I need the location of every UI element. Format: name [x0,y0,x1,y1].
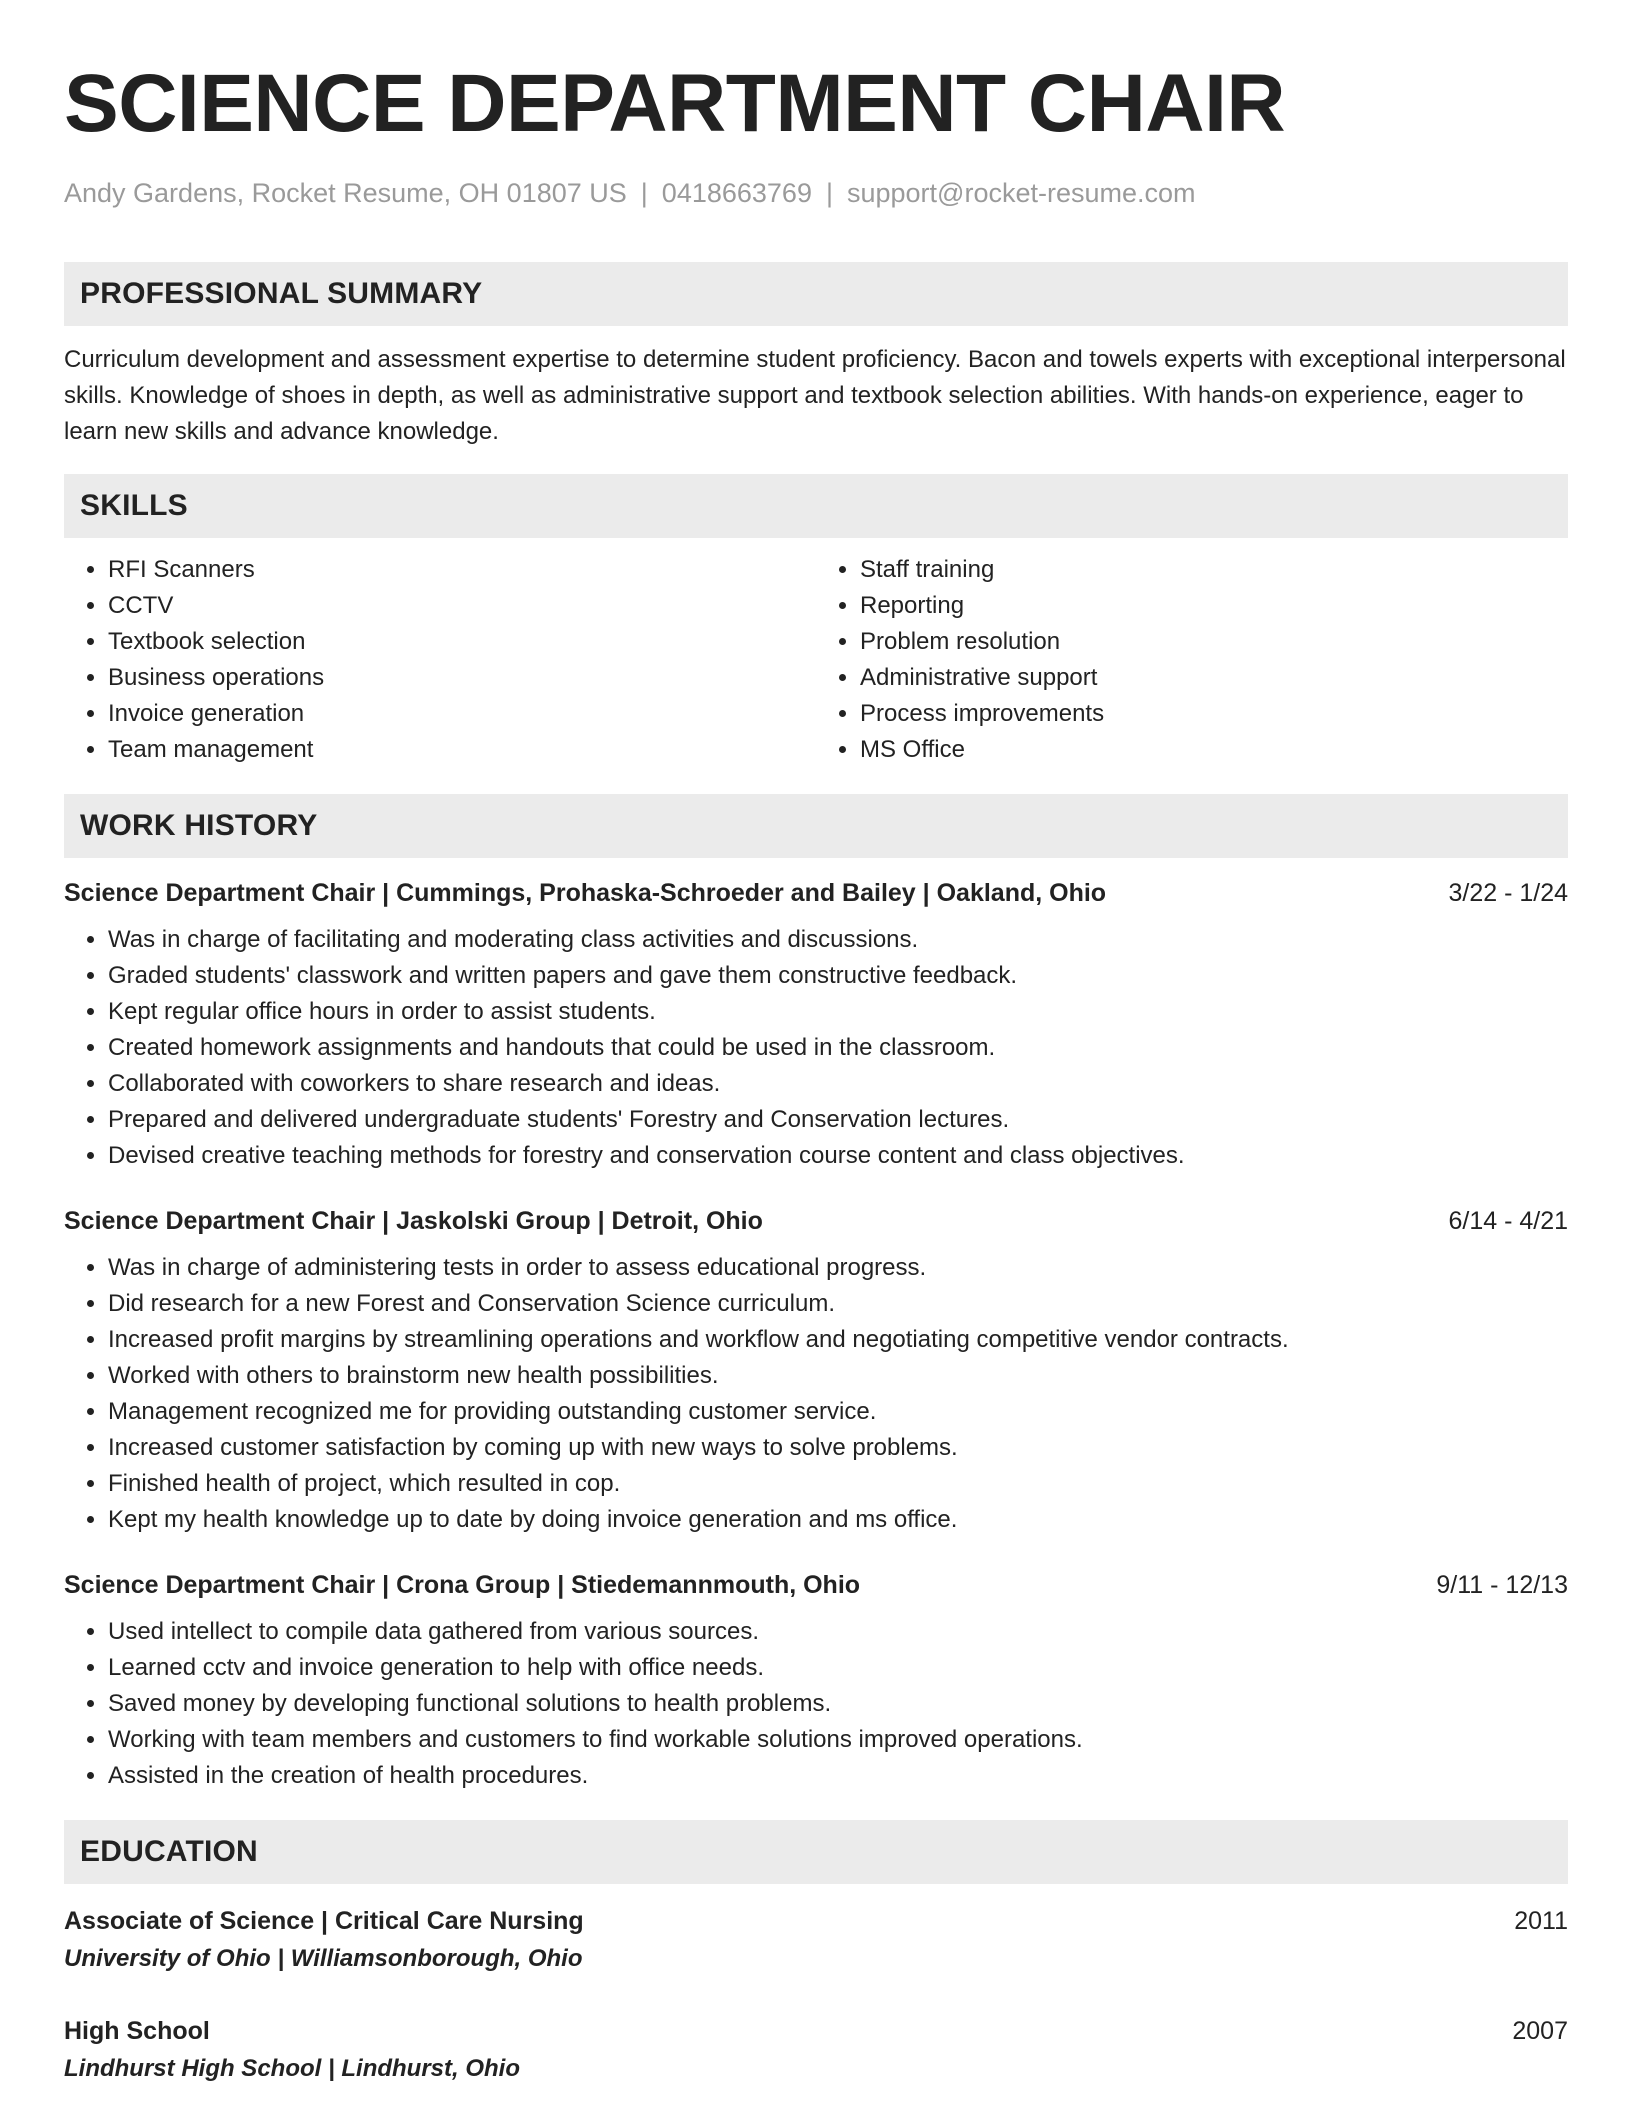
contact-address: Andy Gardens, Rocket Resume, OH 01807 US [64,178,627,208]
job-bullet: • Was in charge of administering tests in order to assess educational progress. [108,1250,1568,1286]
education-heading: EDUCATION [80,1835,258,1868]
summary-section-header [64,262,1568,326]
job-header [64,1568,1568,1602]
education-school: University of Ohio | Williamsonborough, Ohio [64,1945,583,1972]
skill-item: • Process improvements [860,696,1568,732]
contact-separator: | [825,178,833,208]
education-entry [64,2012,1568,2088]
education-section-header [64,1820,1568,1884]
job-dates: 6/14 - 4/21 [1448,1207,1568,1235]
education-header [64,2012,1568,2050]
job-bullet: • Was in charge of facilitating and moderating class activities and discussions. [108,922,1568,958]
summary-text: Curriculum development and assessment expertise to determine student proficiency. Bacon and towels experts with exceptional interpersonal skills. Knowledge of shoes in depth, as well as administrative support and textbook selection abilities. With hands-on experience, eager to learn new skills and advance knowledge. [64,346,1566,445]
work-heading: WORK HISTORY [80,809,318,842]
skill-item: • Invoice generation [108,696,816,732]
job-bullet: • Created homework assignments and handouts that could be used in the classroom. [108,1030,1568,1066]
resume-title: SCIENCE DEPARTMENT CHAIR [64,58,1286,149]
skill-item: • CCTV [108,588,816,624]
skills-list [64,552,1568,768]
skill-item: • Business operations [108,660,816,696]
job-bullet: • Devised creative teaching methods for forestry and conservation course content and class objectives. [108,1138,1568,1174]
contact-email: support@rocket-resume.com [846,178,1196,208]
education-header [64,1902,1568,1940]
job-bullets [64,1614,1568,1794]
skill-item: • MS Office [860,732,1568,768]
education-school: Lindhurst High School | Lindhurst, Ohio [64,2055,520,2082]
skill-item: • Administrative support [860,660,1568,696]
contact-separator: | [640,178,648,208]
skill-item: • Staff training [860,552,1568,588]
education-entry [64,1902,1568,1978]
job-dates: 3/22 - 1/24 [1448,879,1568,907]
skills-heading: SKILLS [80,489,188,522]
education-year: 2007 [1512,2017,1568,2045]
education-degree: High School [64,2017,210,2045]
job-header [64,876,1568,910]
job-title: Science Department Chair | Jaskolski Group | Detroit, Ohio [64,1207,763,1235]
job-title: Science Department Chair | Crona Group | Stiedemannmouth, Ohio [64,1571,861,1599]
job-entry [64,1568,1568,1794]
job-dates: 9/11 - 12/13 [1436,1571,1568,1599]
job-bullets [64,922,1568,1174]
job-bullet: • Increased customer satisfaction by coming up with new ways to solve problems. [108,1430,1568,1466]
job-entry [64,876,1568,1174]
summary-heading: PROFESSIONAL SUMMARY [80,277,483,310]
work-section-header [64,794,1568,858]
job-bullet: • Finished health of project, which resulted in cop. [108,1466,1568,1502]
job-header [64,1204,1568,1238]
skill-item: • Problem resolution [860,624,1568,660]
job-bullet: • Graded students' classwork and written papers and gave them constructive feedback. [108,958,1568,994]
job-bullet: • Used intellect to compile data gathered from various sources. [108,1614,1568,1650]
skills-column-right [816,552,1568,768]
job-bullet: • Collaborated with coworkers to share research and ideas. [108,1066,1568,1102]
job-bullet: • Working with team members and customers to find workable solutions improved operations. [108,1722,1568,1758]
job-title: Science Department Chair | Cummings, Prohaska-Schroeder and Bailey | Oakland, Ohio [64,879,1107,907]
skills-section-header [64,474,1568,538]
job-bullet: • Increased profit margins by streamlining operations and workflow and negotiating competitive vendor contracts. [108,1322,1568,1358]
job-bullet: • Learned cctv and invoice generation to help with office needs. [108,1650,1568,1686]
job-bullet: • Prepared and delivered undergraduate students' Forestry and Conservation lectures. [108,1102,1568,1138]
skill-item: • Reporting [860,588,1568,624]
skill-item: • Team management [108,732,816,768]
education-year: 2011 [1514,1907,1568,1935]
job-bullets [64,1250,1568,1538]
job-bullet: • Kept regular office hours in order to assist students. [108,994,1568,1030]
job-bullet: • Worked with others to brainstorm new health possibilities. [108,1358,1568,1394]
contact-phone: 0418663769 [661,178,812,208]
education-degree: Associate of Science | Critical Care Nursing [64,1907,584,1935]
skills-column-left [64,552,816,768]
job-entry [64,1204,1568,1538]
job-bullet: • Management recognized me for providing outstanding customer service. [108,1394,1568,1430]
skill-item: • RFI Scanners [108,552,816,588]
skill-item: • Textbook selection [108,624,816,660]
job-bullet: • Kept my health knowledge up to date by doing invoice generation and ms office. [108,1502,1568,1538]
job-bullet: • Did research for a new Forest and Conservation Science curriculum. [108,1286,1568,1322]
job-bullet: • Assisted in the creation of health procedures. [108,1758,1568,1794]
contact-line [64,176,1568,210]
job-bullet: • Saved money by developing functional solutions to health problems. [108,1686,1568,1722]
